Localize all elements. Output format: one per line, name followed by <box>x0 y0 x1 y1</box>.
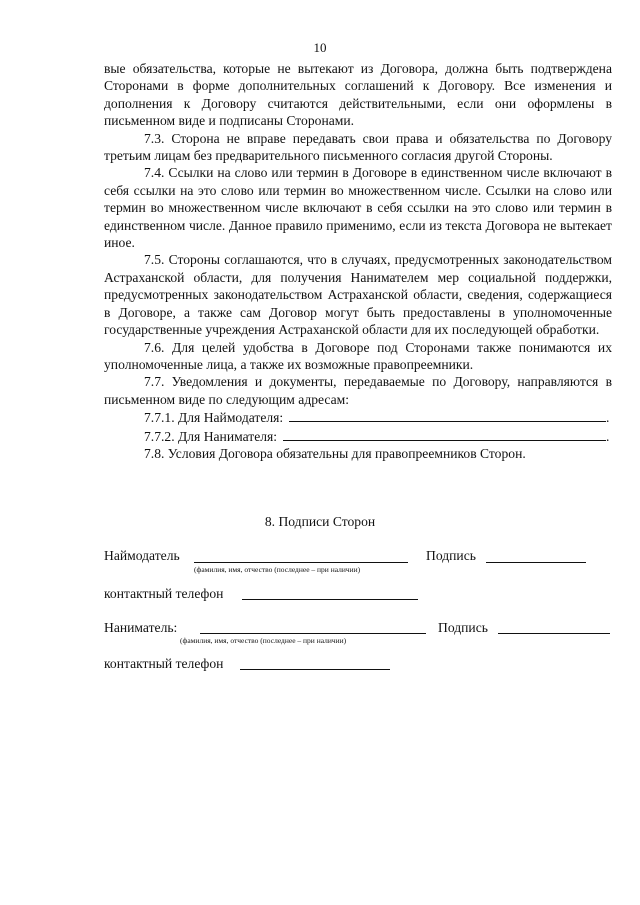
landlord-phone-line <box>242 599 418 600</box>
address-end-mark: . <box>606 410 610 426</box>
landlord-label: Наймодатель <box>104 548 180 563</box>
address-tenant-label: 7.7.2. Для Нанимателя: <box>144 428 278 444</box>
landlord-name-line <box>194 562 408 563</box>
section-heading: 8. Подписи Сторон <box>264 514 376 529</box>
address-end-mark: . <box>606 428 610 444</box>
paragraph-7-8: 7.8. Условия Договора обязательны для правопреемников Сторон. <box>144 445 526 461</box>
address-tenant-row <box>104 427 612 445</box>
tenant-sign-label: Подпись <box>438 620 488 635</box>
landlord-name-caption: (фамилия, имя, отчество (последнее – при наличии) <box>194 565 361 574</box>
page-number: 10 <box>313 40 327 55</box>
document-body <box>104 60 612 462</box>
address-landlord-line <box>289 408 606 422</box>
paragraph-7-4: 7.4. Ссылки на слово или термин в Договоре в единственном числе включают в себя ссылки на это слово или термин во множественном числе. Ссылки на слово или термин во множественном числе включают в себя ссылки на это слово или термин в единственном числе. Данное правило применимо, если из текста Договора не вытекает иное. <box>104 165 612 251</box>
paragraph-7-7: 7.7. Уведомления и документы, передаваемые по Договору, направляются в письменном виде по следующим адресам: <box>104 374 612 407</box>
tenant-label: Наниматель: <box>104 620 178 635</box>
tenant-phone-label: контактный телефон <box>104 656 224 671</box>
landlord-sign-label: Подпись <box>426 548 476 563</box>
paragraph-7-5: 7.5. Стороны соглашаются, что в случаях, предусмотренных законодательством Астраханской области, для получения Нанимателем мер социальной поддержки, предусмотренных законодательством Астраханской области, сведения, содержащиеся в Договоре, а также сам Договор могут быть предоставлены в уполномоченные государственные учреждения Астраханской области для их последующей обработки. <box>104 252 612 338</box>
address-landlord-row <box>104 408 612 426</box>
paragraph-7-6: 7.6. Для целей удобства в Договоре под Сторонами также понимаются их уполномоченные лица, а также их возможные правопреемники. <box>104 339 612 372</box>
landlord-phone-label: контактный телефон <box>104 586 224 601</box>
paragraph-continuation: вые обязательства, которые не вытекают из Договора, должна быть подтверждена Сторонами в форме дополнительных соглашений к Договору. Все изменения и дополнения к Договору считаются действительными, если они оформлены в письменном виде и подписаны Сторонами. <box>104 61 612 129</box>
tenant-sign-line <box>498 633 610 634</box>
address-tenant-line <box>283 427 606 441</box>
tenant-name-caption: (фамилия, имя, отчество (последнее – при наличии) <box>180 636 347 645</box>
paragraph-7-3: 7.3. Сторона не вправе передавать свои права и обязательства по Договору третьим лицам без предварительного письменного согласия другой Стороны. <box>104 130 612 164</box>
tenant-phone-line <box>240 669 390 670</box>
tenant-name-line <box>200 633 426 634</box>
address-landlord-label: 7.7.1. Для Наймодателя: <box>144 410 284 426</box>
landlord-sign-line <box>486 562 586 563</box>
